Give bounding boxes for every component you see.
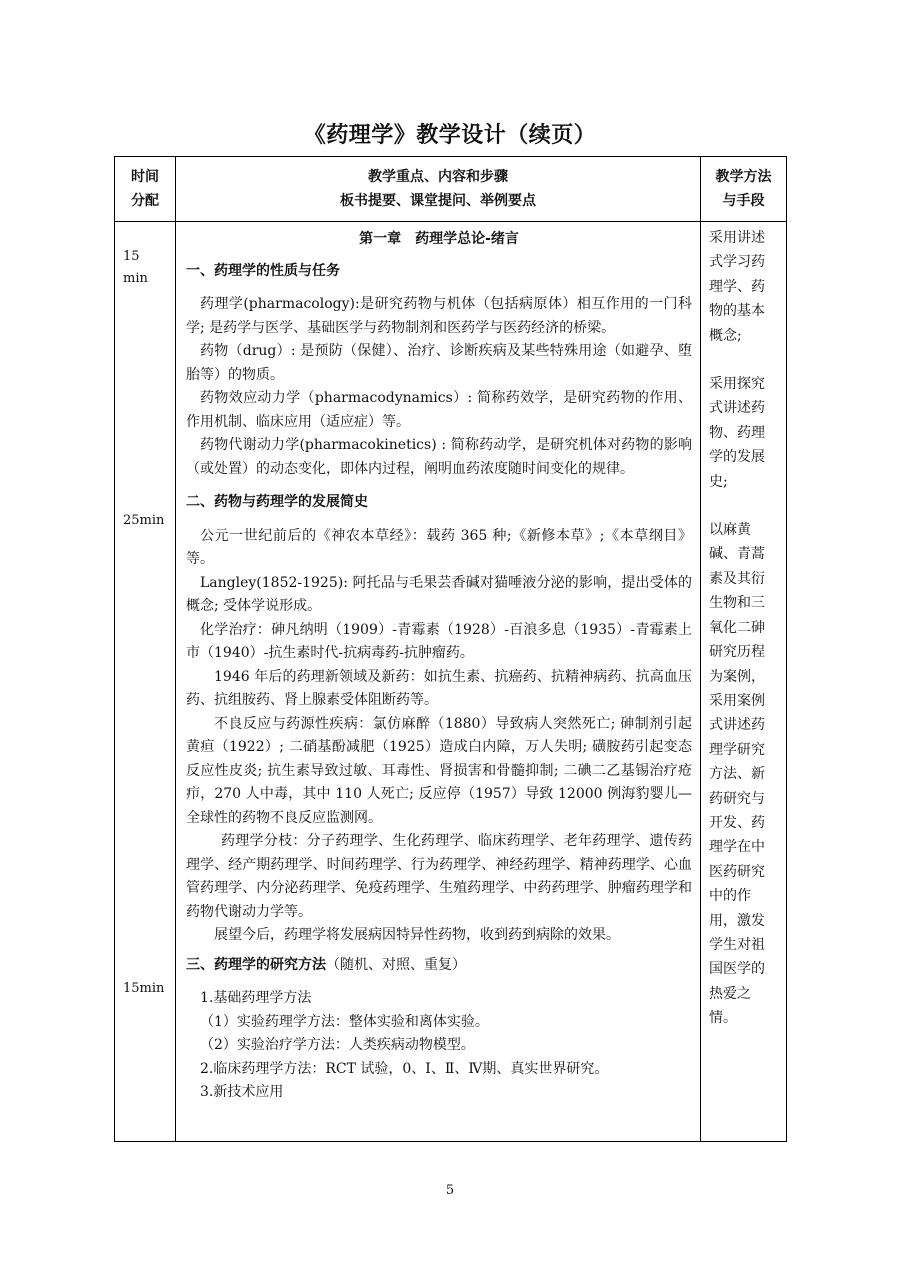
time-3: 15min [123,981,165,996]
time-1b: min [123,271,148,286]
paragraph: 展望今后，药理学将发展病因特异性药物，收到药到病除的效果。 [214,927,620,943]
paragraph: Langley(1852-1925): 阿托品与毛果芸香碱对猫唾液分泌的影响，提出受体的概念; 受体学说形成。 [186,574,692,614]
time-2: 25min [123,513,165,528]
paragraph: 药物（drug）: 是预防（保健）、治疗、诊断疾病及某些特殊用途（如避孕、堕胎等）的物质。 [186,343,692,383]
list-item: 1.基础药理学方法 [200,990,312,1006]
list-item: （2）实验治疗学方法：人类疾病动物模型。 [200,1037,475,1053]
list-item: 2.临床药理学方法：RCT 试验，0、Ⅰ、Ⅱ、Ⅳ期、真实世界研究。 [200,1060,609,1077]
section-heading: 一、药理学的性质与任务 [186,262,340,279]
section-heading: 二、药物与药理学的发展简史 [186,494,368,510]
paragraph: 药理学分枝：分子药理学、生化药理学、临床药理学、老年药理学、遗传药理学、经产期药理学、时间药理学、行为药理学、神经药理学、精神药理学、心血管药理学、内分泌药理学、免疫药理学、生殖药理学、中药药理学、肿瘤药理学和药物代谢动力学等。 [186,833,692,920]
table-body-row [115,222,787,1142]
lesson-table [114,156,787,1142]
paragraph: 药理学(pharmacology):是研究药物与机体（包括病原体）相互作用的一门科学; 是药学与医学、基础医学与药物制剂和医药学与医药经济的桥梁。 [186,296,692,336]
paragraph: 药物效应动力学（pharmacodynamics）: 简称药效学，是研究药物的作用、作用机制、临床应用（适应症）等。 [186,390,692,430]
header-content: 教学重点、内容和步骤 板书提要、课堂提问、举例要点 [176,157,701,222]
list-item: （1）实验药理学方法：整体实验和离体实验。 [200,1013,489,1030]
paragraph: 不良反应与药源性疾病：氯仿麻醉（1880）导致病人突然死亡; 砷制剂引起黄疸（1922）; 二硝基酚减肥（1925）造成白内障，万人失明; 磺胺药引起变态反应性皮炎; 抗生素导致过敏、耳毒性、肾损害和骨髓抑制; 二碘二乙基锡治疗疮疖，270 人中毒，其中 110 人死亡; 反应停（1957）导致 12000 例海豹婴儿—全球性的药物不良反应监测网。 [186,715,692,826]
section-note: （随机、对照、重复） [326,956,466,973]
header-time: 时间 分配 [115,157,176,222]
time-column [115,222,176,1142]
page-number: 5 [445,1183,455,1198]
time-1a: 15 [123,249,140,264]
header-method: 教学方法 与手段 [701,157,787,222]
method-column: 采用讲述 式学习药 理学、药 物的基本 概念; 采用探究 式讲述药 物、药理 学的发展 史; 以麻黄 碱、青蒿 素及其衍 生物和三 氧化二砷 研究历程 为案例， 采用案例 式讲述药 理学研究 方法、新 药研究与 开发、药 理学在中 医药研究 中的作 用，激发 学生对祖 国医学的 热爱之 情。 [701,222,787,1142]
chapter-title: 第一章 药理学总论-绪言 [359,231,519,247]
paragraph: 公元一世纪前后的《神农本草经》：载药 365 种;《新修本草》;《本草纲目》等。 [186,527,692,567]
paragraph: 1946 年后的药理新领域及新药：如抗生素、抗癌药、抗精神病药、抗高血压药、抗组胺药、肾上腺素受体阻断药等。 [186,668,692,708]
paragraph: 化学治疗：砷凡纳明（1909）-青霉素（1928）-百浪多息（1935）-青霉素上市（1940）-抗生素时代-抗病毒药-抗肿瘤药。 [186,621,692,661]
table-header-row [115,157,787,222]
page-title: 《药理学》教学设计（续页） [303,123,597,148]
section-heading: 三、药理学的研究方法（随机、对照、重复） [186,956,466,973]
list-item: 3.新技术应用 [200,1084,284,1100]
paragraph: 药物代谢动力学(pharmacokinetics) : 简称药动学，是研究机体对药物的影响（或处置）的动态变化，即体内过程，阐明血药浓度随时间变化的规律。 [186,437,692,477]
content-column [176,222,701,1142]
